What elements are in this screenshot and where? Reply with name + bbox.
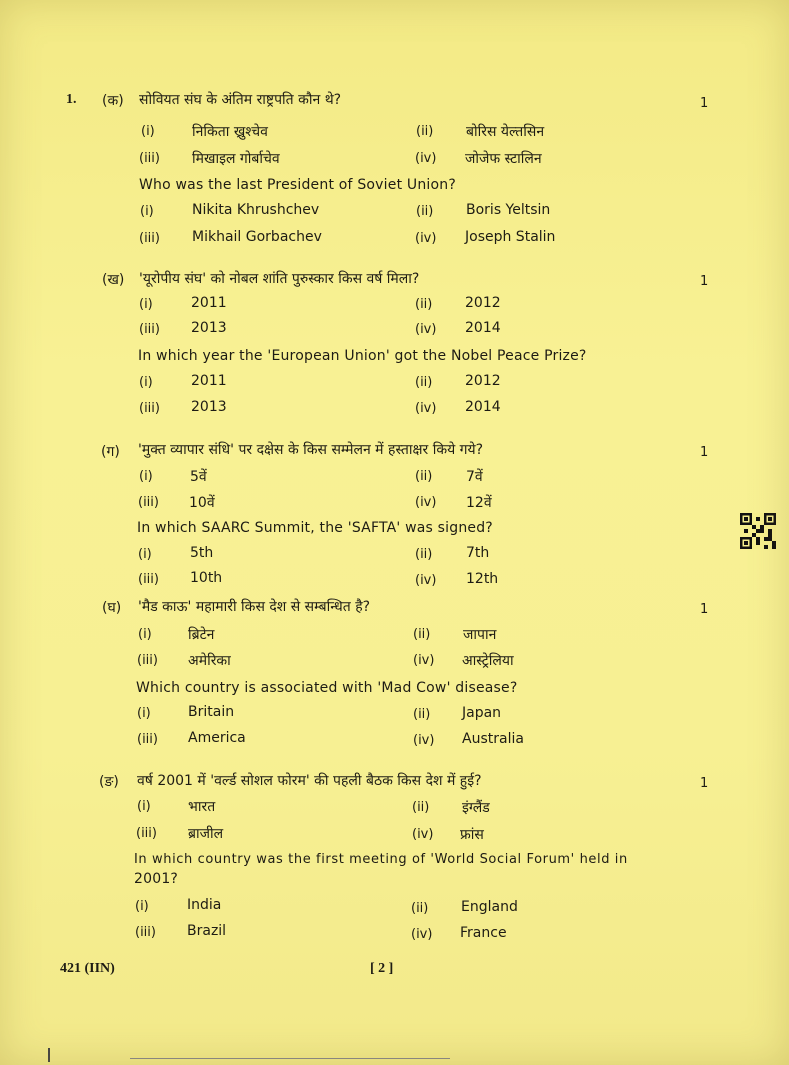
option-text: 12वें: [466, 495, 492, 511]
option-text: 2012: [465, 295, 501, 311]
question-hindi: 'यूरोपीय संघ' को नोबल शांति पुरुस्कार किस वर्ष मिला?: [139, 271, 420, 287]
paper-code: 421 (IIN): [60, 961, 115, 976]
option-number: (i): [141, 124, 155, 139]
option-number: (i): [138, 547, 152, 562]
option-number: (ii): [415, 469, 433, 484]
option-number: (ii): [411, 901, 429, 916]
option-number: (ii): [416, 124, 434, 139]
question-english: Which country is associated with 'Mad Cow' disease?: [136, 680, 518, 696]
question-hindi: सोवियत संघ के अंतिम राष्ट्रपति कौन थे?: [139, 92, 342, 108]
option-number: (iii): [137, 653, 158, 668]
marks: 1: [700, 776, 709, 791]
option-number: (iv): [415, 573, 437, 588]
option-text: निकिता ख्रुश्चेव: [192, 124, 268, 140]
option-text: 5th: [190, 545, 214, 561]
page-number: [ 2 ]: [370, 961, 394, 976]
option-number: (iv): [413, 733, 435, 748]
option-text: आस्ट्रेलिया: [462, 653, 514, 669]
option-text: India: [187, 897, 222, 913]
scan-mark: [48, 1048, 50, 1062]
option-number: (ii): [415, 297, 433, 312]
question-english: In which country was the first meeting of 'World Social Forum' held in: [134, 852, 628, 867]
option-number: (iii): [136, 826, 157, 841]
option-text: America: [188, 730, 246, 746]
option-text: 12th: [466, 571, 499, 587]
option-text: 2011: [191, 295, 227, 311]
option-number: (i): [139, 469, 153, 484]
option-text: अमेरिका: [188, 653, 231, 669]
option-text: 7वें: [466, 469, 483, 485]
option-text: जापान: [463, 627, 497, 643]
option-number: (i): [135, 899, 149, 914]
option-text: ब्राजील: [188, 826, 224, 842]
question-hindi: 'मैड काऊ' महामारी किस देश से सम्बन्धित है?: [138, 599, 371, 615]
question-label: (घ): [102, 600, 122, 616]
option-number: (iii): [139, 322, 160, 337]
option-text: 10th: [190, 570, 223, 586]
option-number: (i): [137, 799, 151, 814]
question-english: Who was the last President of Soviet Union?: [139, 177, 456, 193]
option-number: (i): [138, 627, 152, 642]
option-number: (iii): [137, 732, 158, 747]
option-number: (ii): [413, 627, 431, 642]
option-text: 2013: [191, 320, 227, 336]
option-number: (iv): [415, 231, 437, 246]
option-number: (i): [139, 297, 153, 312]
option-text: 2014: [465, 399, 501, 415]
option-text: भारत: [188, 799, 216, 815]
qr-code: [740, 513, 776, 549]
option-text: Joseph Stalin: [465, 229, 556, 245]
option-number: (iv): [412, 827, 434, 842]
option-text: बोरिस येल्तसिन: [466, 124, 545, 140]
marks: 1: [700, 96, 709, 111]
question-english: In which year the 'European Union' got the Nobel Peace Prize?: [138, 348, 587, 364]
option-text: Mikhail Gorbachev: [192, 229, 322, 245]
question-label: (ङ): [99, 774, 119, 790]
option-text: 2014: [465, 320, 501, 336]
option-number: (iii): [139, 401, 160, 416]
marks: 1: [700, 274, 709, 289]
option-text: इंग्लैंड: [462, 800, 490, 816]
question-hindi: वर्ष 2001 में 'वर्ल्ड सोशल फोरम' की पहली बैठक किस देश में हुई?: [137, 773, 482, 789]
option-text: 2013: [191, 399, 227, 415]
option-text: फ्रांस: [460, 827, 484, 843]
option-text: Britain: [188, 704, 235, 720]
option-text: जोजेफ स्टालिन: [465, 151, 542, 167]
option-text: 10वें: [189, 495, 215, 511]
question-english-continued: 2001?: [134, 871, 179, 887]
option-number: (iii): [138, 495, 159, 510]
option-text: England: [461, 899, 518, 915]
option-text: Boris Yeltsin: [466, 202, 551, 218]
option-number: (iv): [411, 927, 433, 942]
option-number: (iv): [415, 495, 437, 510]
option-text: 5वें: [190, 469, 207, 485]
option-text: Japan: [462, 705, 502, 721]
option-number: (iv): [413, 653, 435, 668]
option-number: (i): [137, 706, 151, 721]
option-number: (ii): [413, 707, 431, 722]
marks: 1: [700, 602, 709, 617]
question-number: 1.: [66, 92, 77, 107]
option-number: (ii): [415, 547, 433, 562]
option-number: (ii): [416, 204, 434, 219]
option-number: (iii): [135, 925, 156, 940]
marks: 1: [700, 445, 709, 460]
option-text: Australia: [462, 731, 524, 747]
option-text: 7th: [466, 545, 490, 561]
divider: [130, 1058, 450, 1059]
option-number: (i): [140, 204, 154, 219]
option-text: ब्रिटेन: [188, 627, 215, 643]
question-label: (क): [102, 93, 124, 109]
option-text: 2012: [465, 373, 501, 389]
option-text: 2011: [191, 373, 227, 389]
option-number: (i): [139, 375, 153, 390]
option-number: (iv): [415, 322, 437, 337]
option-number: (ii): [412, 800, 430, 815]
option-number: (iii): [139, 151, 160, 166]
option-number: (iii): [138, 572, 159, 587]
option-text: France: [460, 925, 507, 941]
option-number: (ii): [415, 375, 433, 390]
option-number: (iv): [415, 151, 437, 166]
question-english: In which SAARC Summit, the 'SAFTA' was signed?: [137, 520, 493, 536]
option-text: मिखाइल गोर्बाचेव: [192, 151, 280, 167]
option-text: Nikita Khrushchev: [192, 202, 320, 218]
option-text: Brazil: [187, 923, 227, 939]
question-hindi: 'मुक्त व्यापार संधि' पर दक्षेस के किस सम्मेलन में हस्ताक्षर किये गये?: [138, 442, 484, 458]
question-label: (ग): [101, 444, 120, 460]
option-number: (iv): [415, 401, 437, 416]
option-number: (iii): [139, 231, 160, 246]
question-label: (ख): [102, 272, 125, 288]
